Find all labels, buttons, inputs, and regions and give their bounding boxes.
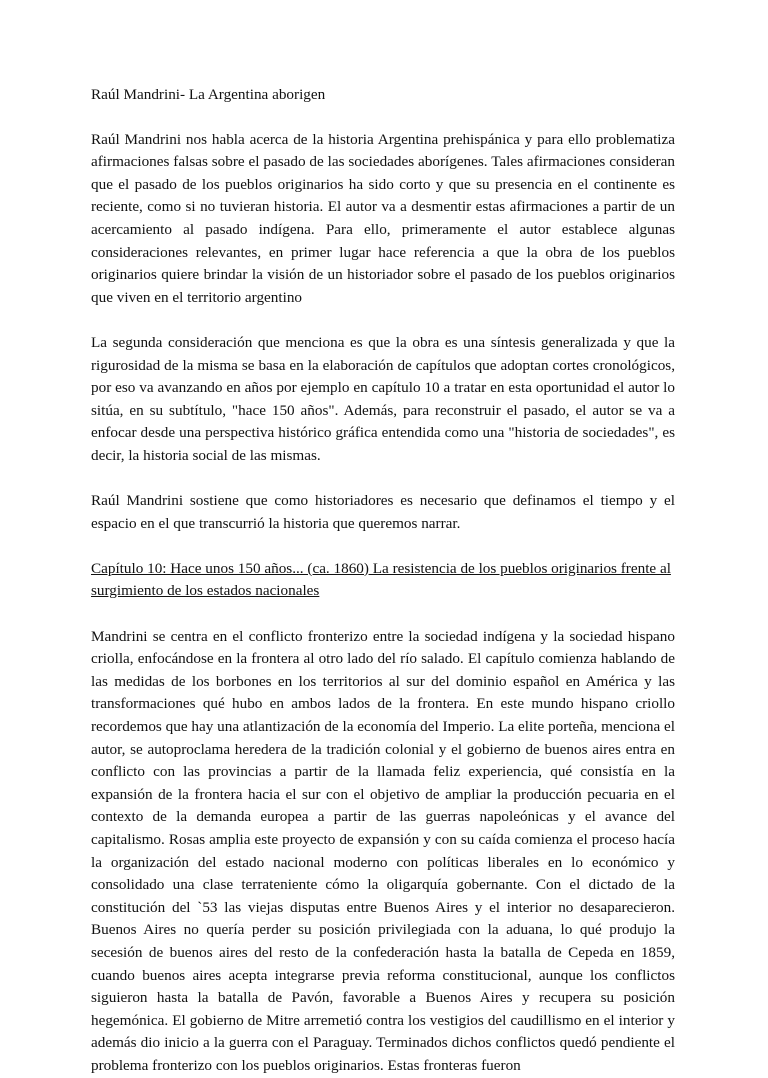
paragraph-intro: Raúl Mandrini nos habla acerca de la historia Argentina prehispánica y para ello problematiza afirmaciones falsas sobre el pasado de las sociedades aborígenes. Tales afirmaciones consideran que el pasado de los pueblos originarios ha sido corto y que su presencia en el continente es reciente, como si no tuvieran historia. El autor va a desmentir estas afirmaciones a partir de un acercamiento al pasado indígena. Para ello, primeramente el autor establece algunas consideraciones relevantes, en primer lugar hace referencia a que la obra de los pueblos originarios quiere brindar la visión de un historiador sobre el pasado de los pueblos originarios que viven en el territorio argentino — [91, 130, 675, 306]
document-title: Raúl Mandrini- La Argentina aborigen — [91, 86, 326, 103]
paragraph-time-space: Raúl Mandrini sostiene que como historiadores es necesario que definamos el tiempo y el espacio en el que transcurrió la historia que queremos narrar. — [91, 492, 675, 532]
chapter-heading: Capítulo 10: Hace unos 150 años... (ca. 1860) La resistencia de los pueblos originarios frente al surgimiento de los estados nacionales — [91, 559, 671, 600]
document-page — [91, 84, 675, 1078]
paragraph-chapter-body: Mandrini se centra en el conflicto fronterizo entre la sociedad indígena y la sociedad hispano criolla, enfocándose en la frontera al otro lado del río salado. El capítulo comienza hablando de las medidas de los borbones en los territorios al sur del dominio español en América y las transformaciones qué hubo en ambos lados de la frontera. En este mundo hispano criollo recordemos que hay una atlantización de la economía del Imperio. La elite porteña, menciona el autor, se autoproclama heredera de la tradición colonial y el gobierno de buenos aires entra en conflicto con las provincias a partir de la llamada feliz experiencia, qué consistía en la expansión de la frontera hacia el sur con el objetivo de ampliar la producción pecuaria en el contexto de la demanda europea a partir de las guerras napoleónicas y el avance del capitalismo. Rosas amplia este proyecto de expansión y con su caída comienza el proceso hacía la organización del estado nacional moderno con políticas liberales en lo económico y consolidado una clase terrateniente cómo la oligarquía gobernante. Con el dictado de la constitución del `53 las viejas disputas entre Buenos Aires y el interior no desaparecieron. Buenos Aires no quería perder su posición privilegiada con la aduana, lo qué produjo la secesión de buenos aires del resto de la confederación hasta la batalla de Cepeda en 1859, cuando buenos aires acepta integrarse previa reforma constitucional, aunque los conflictos siguieron hasta la batalla de Pavón, favorable a Buenos Aires y recupera su posición hegemónica. El gobierno de Mitre arremetió contra los vestigios del caudillismo en el interior y además dio inicio a la guerra con el Paraguay. Terminados dichos conflictos quedó pendiente el problema fronterizo con los pueblos originarios. Estas fronteras fueron — [91, 627, 675, 1074]
paragraph-second-consideration: La segunda consideración que menciona es que la obra es una síntesis generalizada y que la rigurosidad de la misma se basa en la elaboración de capítulos que adoptan cortes cronológicos, por eso va avanzando en años por ejemplo en capítulo 10 a tratar en esta oportunidad el autor lo sitúa, en su subtítulo, "hace 150 años". Además, para reconstruir el pasado, el autor se va a enfocar desde una perspectiva histórico gráfica entendida como una "historia de sociedades", es decir, la historia social de las mismas. — [91, 333, 675, 464]
